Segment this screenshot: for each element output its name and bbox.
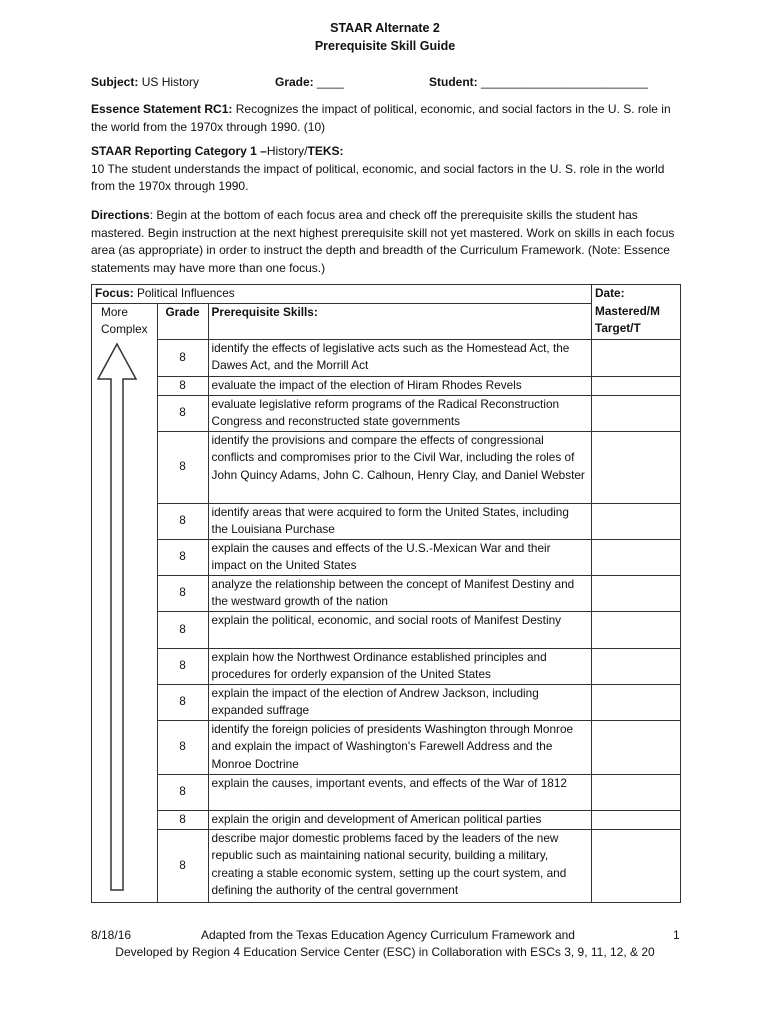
essence-statement — [91, 101, 681, 136]
skill-cell: explain the origin and development of American political parties — [208, 810, 591, 829]
table-row — [92, 376, 681, 395]
grade-cell: 8 — [157, 575, 208, 611]
focus-value: Political Influences — [136, 286, 235, 300]
date-cell[interactable] — [592, 575, 681, 611]
date-cell[interactable] — [592, 648, 681, 684]
skills-header: Prerequisite Skills: — [208, 303, 591, 339]
skill-cell: explain the impact of the election of Andrew Jackson, including expanded suffrage — [208, 684, 591, 720]
date-header: Date: Mastered/M Target/T — [592, 285, 681, 340]
grade-value: ____ — [317, 75, 344, 89]
directions — [91, 207, 681, 277]
date-cell[interactable] — [592, 611, 681, 648]
category-label-3: TEKS: — [307, 144, 344, 158]
date-cell[interactable] — [592, 829, 681, 902]
table-row — [92, 774, 681, 810]
skill-cell: identify areas that were acquired to form the United States, including the Louisiana Purchase — [208, 503, 591, 539]
grade-cell: 8 — [157, 774, 208, 810]
skill-cell: explain the political, economic, and social roots of Manifest Destiny — [208, 611, 591, 648]
grade-cell: 8 — [157, 810, 208, 829]
table-row — [92, 648, 681, 684]
reporting-category — [91, 143, 681, 196]
footer-text-2: Developed by Region 4 Education Service Center (ESC) in Collaboration with ESCs 3, 9, 11, 12, & 20 — [115, 945, 655, 959]
grade-cell: 8 — [157, 829, 208, 902]
table-row — [92, 720, 681, 774]
table-row — [92, 339, 681, 376]
footer-text-1: Adapted from the Texas Education Agency Curriculum Framework and — [201, 928, 575, 942]
date-cell[interactable] — [592, 720, 681, 774]
category-text: 10 The student understands the impact of political, economic, and social factors in the U. S. role in the world from the 1970x through 1990. — [91, 161, 665, 193]
skill-cell: explain the causes and effects of the U.S.-Mexican War and their impact on the United States — [208, 539, 591, 575]
grade-cell: 8 — [157, 720, 208, 774]
more-complex-label: More Complex — [92, 303, 158, 339]
page-number: 1 — [673, 928, 680, 942]
date-cell[interactable] — [592, 376, 681, 395]
table-row — [92, 810, 681, 829]
date-cell[interactable] — [592, 774, 681, 810]
grade-cell: 8 — [157, 539, 208, 575]
skill-cell: identify the effects of legislative acts such as the Homestead Act, the Dawes Act, and the Morrill Act — [208, 339, 591, 376]
grade-header: Grade — [157, 303, 208, 339]
grade-cell: 8 — [157, 395, 208, 431]
category-label: STAAR Reporting Category 1 – — [91, 144, 267, 158]
grade-cell: 8 — [157, 503, 208, 539]
skill-cell: analyze the relationship between the concept of Manifest Destiny and the westward growth of the nation — [208, 575, 591, 611]
category-label-2: History/ — [266, 144, 308, 158]
date-cell[interactable] — [592, 539, 681, 575]
date-cell[interactable] — [592, 339, 681, 376]
focus-label: Focus: — [95, 286, 134, 300]
student-label: Student: — [429, 75, 478, 89]
essence-text: Recognizes the impact of political, economic, and social factors in the U. S. role in the world from the 1970x through 1990. (10) — [91, 102, 671, 134]
table-row — [92, 575, 681, 611]
table-row — [92, 829, 681, 902]
grade-cell: 8 — [157, 684, 208, 720]
date-cell[interactable] — [592, 503, 681, 539]
table-row — [92, 395, 681, 431]
directions-label: Directions — [91, 208, 150, 222]
table-row — [92, 611, 681, 648]
subject-value: US History — [141, 75, 200, 89]
table-row — [92, 684, 681, 720]
skill-cell: explain how the Northwest Ordinance established principles and procedures for orderly expansion of the United States — [208, 648, 591, 684]
complexity-arrow-icon — [91, 341, 147, 894]
skill-cell: evaluate legislative reform programs of the Radical Reconstruction Congress and reconstructed state governments — [208, 395, 591, 431]
skill-cell: evaluate the impact of the election of Hiram Rhodes Revels — [208, 376, 591, 395]
grade-cell: 8 — [157, 431, 208, 503]
document-title: STAAR Alternate 2 — [330, 21, 440, 35]
skill-cell: describe major domestic problems faced by the leaders of the new republic such as maintaining national security, building a military, creating a stable economic system, setting up the court system, and defining the authority of the central government — [208, 829, 591, 902]
skill-cell: identify the provisions and compare the effects of congressional conflicts and compromises prior to the Civil War, including the roles of John Quincy Adams, John C. Calhoun, Henry Clay, and Daniel Webster — [208, 431, 591, 503]
footer-date: 8/18/16 — [91, 928, 132, 942]
grade-cell: 8 — [157, 339, 208, 376]
grade-cell: 8 — [157, 376, 208, 395]
focus-cell — [92, 285, 592, 304]
subject-label: Subject: — [91, 75, 139, 89]
essence-label: Essence Statement RC1: — [91, 102, 233, 116]
skills-table — [91, 284, 681, 903]
date-cell[interactable] — [592, 395, 681, 431]
skill-cell: explain the causes, important events, and effects of the War of 1812 — [208, 774, 591, 810]
document-subtitle: Prerequisite Skill Guide — [314, 39, 456, 53]
date-cell[interactable] — [592, 684, 681, 720]
grade-cell: 8 — [157, 648, 208, 684]
table-row — [92, 431, 681, 503]
date-cell[interactable] — [592, 431, 681, 503]
table-row — [92, 539, 681, 575]
grade-label: Grade: — [275, 75, 314, 89]
skill-cell: identify the foreign policies of presidents Washington through Monroe and explain the impact of Washington's Farewell Address and the Monroe Doctrine — [208, 720, 591, 774]
date-cell[interactable] — [592, 810, 681, 829]
directions-text: : Begin at the bottom of each focus area and check off the prerequisite skills the student has mastered. Begin instruction at the next highest prerequisite skill not yet mastered. Work on skills in each focus area (as appropriate) in order to instruct the depth and breadth of the Curriculum Framework. (Note: Essence statements may have more than one focus.) — [91, 208, 675, 275]
student-value: _________________________ — [481, 75, 648, 89]
table-row — [92, 503, 681, 539]
grade-cell: 8 — [157, 611, 208, 648]
